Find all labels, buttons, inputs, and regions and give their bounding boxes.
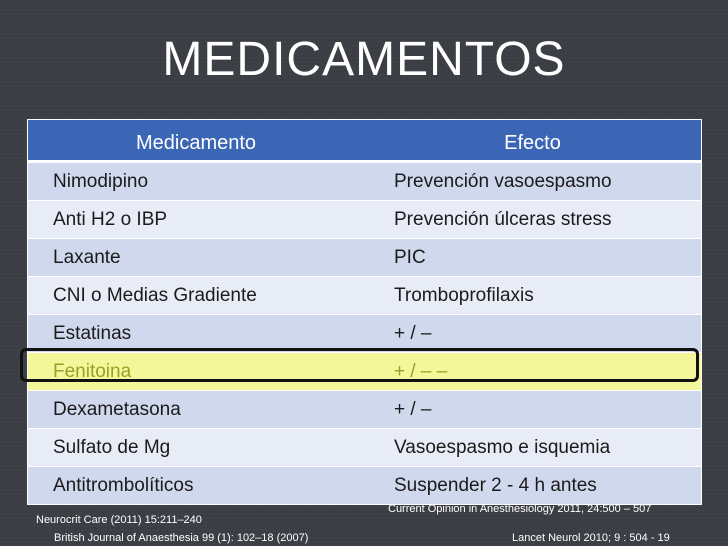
table-row	[28, 428, 701, 466]
cell-medicamento: Nimodipino	[53, 171, 149, 192]
table-row	[28, 162, 701, 200]
cell-medicamento: Fenitoina	[53, 361, 132, 382]
table-row	[28, 314, 701, 352]
cell-efecto: + / –	[394, 399, 432, 420]
cell-medicamento: Sulfato de Mg	[53, 437, 171, 458]
cell-medicamento: Dexametasona	[53, 399, 181, 420]
reference-current-opinion: Current Opinion in Anesthesiology 2011, 24:500 – 507	[388, 503, 652, 515]
cell-efecto: Suspender 2 - 4 h antes	[394, 475, 597, 496]
cell-medicamento: Antitrombolíticos	[53, 475, 194, 496]
cell-efecto: + / –	[394, 323, 432, 344]
cell-efecto: Vasoespasmo e isquemia	[394, 437, 611, 458]
table-row-highlighted	[28, 352, 701, 390]
header-efecto: Efecto	[504, 132, 561, 154]
cell-efecto: Prevención úlceras stress	[394, 209, 612, 230]
medication-table	[27, 119, 702, 505]
cell-efecto: + / – –	[394, 361, 448, 382]
cell-medicamento: Estatinas	[53, 323, 132, 344]
table-row	[28, 238, 701, 276]
slide-title: MEDICAMENTOS	[162, 33, 566, 86]
cell-medicamento: CNI o Medias Gradiente	[53, 285, 257, 306]
header-medicamento: Medicamento	[135, 132, 257, 154]
reference-british-journal: British Journal of Anaesthesia 99 (1): 102–18 (2007)	[54, 532, 309, 544]
cell-efecto: Prevención vasoespasmo	[394, 171, 612, 192]
cell-efecto: PIC	[394, 247, 426, 268]
table-row	[28, 200, 701, 238]
reference-lancet-neurol: Lancet Neurol 2010; 9 : 504 - 19	[512, 532, 670, 544]
reference-neurocrit-care: Neurocrit Care (2011) 15:211–240	[36, 514, 202, 526]
cell-medicamento: Anti H2 o IBP	[53, 209, 168, 230]
table-row	[28, 390, 701, 428]
table-row	[28, 466, 701, 504]
cell-medicamento: Laxante	[53, 247, 121, 268]
table-header-row	[28, 120, 701, 162]
table-row	[28, 276, 701, 314]
cell-efecto: Tromboprofilaxis	[394, 285, 534, 306]
